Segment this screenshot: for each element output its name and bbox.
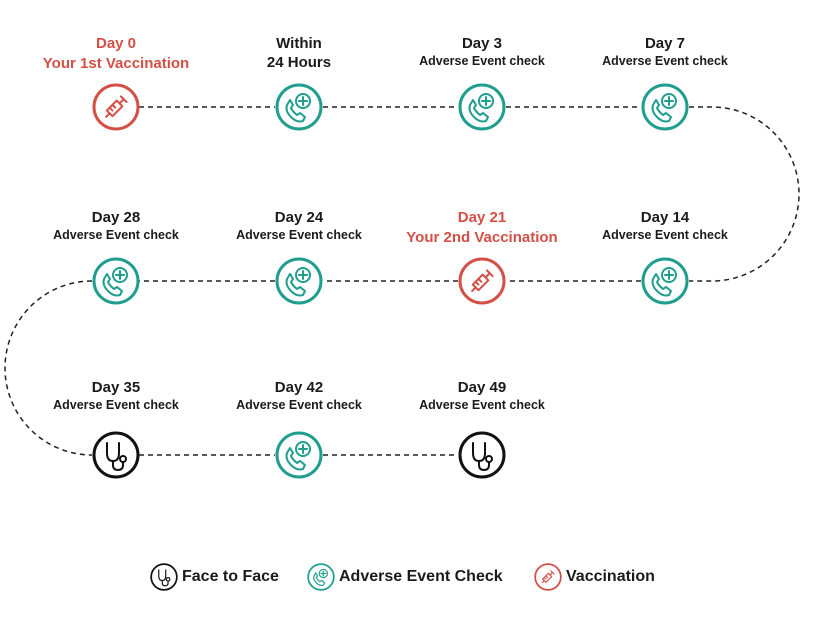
- stethoscope-icon: [150, 563, 178, 591]
- label-day7-sub: Adverse Event check: [602, 54, 728, 68]
- label-day0-title: Day 0: [95, 35, 137, 52]
- label-day42-sub: Adverse Event check: [236, 398, 362, 412]
- label-day42-title: Day 42: [274, 379, 324, 396]
- node-day35-face-icon: [94, 433, 138, 477]
- syringe-icon: [534, 563, 562, 591]
- node-day3-adverse-icon: [460, 85, 504, 129]
- phone-medical-icon: [307, 563, 335, 591]
- label-24h-sub: 24 Hours: [266, 54, 332, 71]
- label-24h: [267, 34, 331, 73]
- label-day28: [53, 208, 179, 243]
- node-day42-adverse-icon: [277, 433, 321, 477]
- node-24h-adverse-icon: [277, 85, 321, 129]
- label-day35: [53, 378, 179, 413]
- legend-face-label: Face to Face: [182, 568, 279, 585]
- label-day21: [406, 208, 557, 248]
- label-day49-sub: Adverse Event check: [419, 398, 545, 412]
- label-day0-sub: Your 1st Vaccination: [42, 55, 190, 72]
- legend-vaccination: [534, 563, 655, 591]
- node-day21-vaccination-icon: [460, 259, 504, 303]
- label-day21-sub: Your 2nd Vaccination: [406, 229, 558, 246]
- label-day42: [236, 378, 362, 413]
- label-day0: [43, 34, 189, 74]
- node-day0-vaccination-icon: [94, 85, 138, 129]
- label-day3-sub: Adverse Event check: [419, 54, 545, 68]
- node-day14-adverse-icon: [643, 259, 687, 303]
- legend-adverse: [307, 563, 503, 591]
- legend-vaccination-label: Vaccination: [566, 568, 655, 585]
- label-day14-title: Day 14: [640, 209, 690, 226]
- label-day7-title: Day 7: [644, 35, 686, 52]
- node-day49-face-icon: [460, 433, 504, 477]
- label-day14: [602, 208, 728, 243]
- label-day3: [419, 34, 545, 69]
- label-24h-title: Within: [276, 35, 322, 52]
- label-day28-title: Day 28: [91, 209, 141, 226]
- label-day49: [419, 378, 545, 413]
- node-day24-adverse-icon: [277, 259, 321, 303]
- label-day7: [602, 34, 728, 69]
- label-day21-title: Day 21: [457, 209, 507, 226]
- label-day35-title: Day 35: [91, 379, 141, 396]
- legend-adverse-label: Adverse Event Check: [339, 568, 503, 585]
- node-day28-adverse-icon: [94, 259, 138, 303]
- label-day28-sub: Adverse Event check: [53, 228, 179, 242]
- label-day14-sub: Adverse Event check: [602, 228, 728, 242]
- label-day24: [236, 208, 362, 243]
- legend-face: [150, 563, 279, 591]
- label-day24-sub: Adverse Event check: [236, 228, 362, 242]
- label-day3-title: Day 3: [461, 35, 503, 52]
- node-day7-adverse-icon: [643, 85, 687, 129]
- label-day35-sub: Adverse Event check: [53, 398, 179, 412]
- label-day24-title: Day 24: [274, 209, 324, 226]
- label-day49-title: Day 49: [457, 379, 507, 396]
